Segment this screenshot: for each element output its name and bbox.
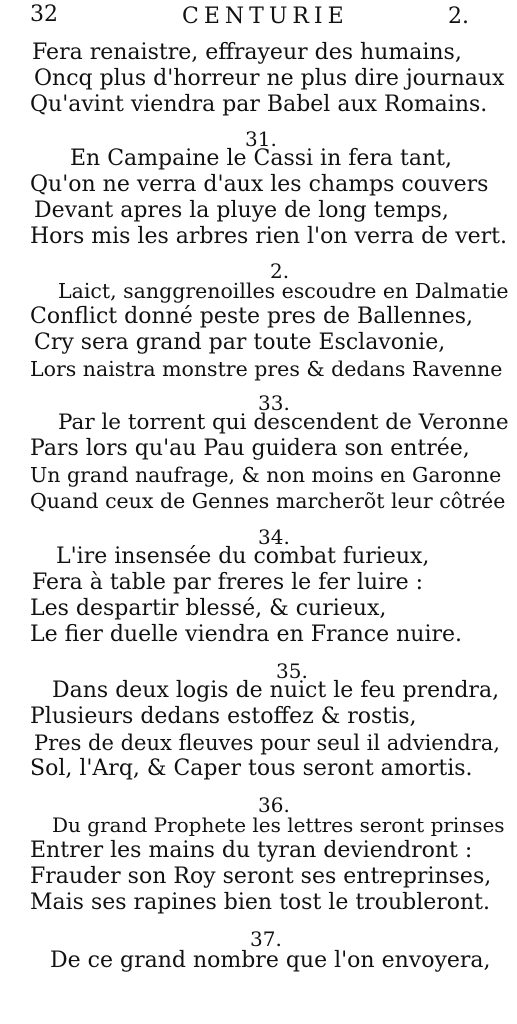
- verse-line: Cry sera grand par toute Esclavonie,: [34, 330, 446, 355]
- verse-line: Fera renaistre, effrayeur des humains,: [32, 40, 462, 65]
- verse-line: Hors mis les arbres rien l'on verra de vert.: [30, 224, 507, 249]
- verse-line: Un grand naufrage, & non moins en Garonne: [30, 463, 502, 487]
- quatrain-number: 2.: [270, 259, 290, 283]
- verse-line: Mais ses rapines bien tost le troubleront.: [30, 890, 491, 915]
- quatrain-number: 36.: [258, 793, 290, 817]
- verse-line: L'ire insensée du combat furieux,: [56, 544, 430, 569]
- verse-line: En Campaine le Cassi in fera tant,: [70, 146, 453, 171]
- verse-line: Conflict donné peste pres de Ballennes,: [30, 304, 474, 329]
- page-number: 32: [30, 2, 58, 27]
- verse-line: Devant apres la pluye de long temps,: [34, 198, 449, 223]
- verse-line: Frauder son Roy seront ses entreprinses,: [30, 864, 492, 889]
- quatrain-number: 35.: [276, 659, 308, 683]
- quatrain-number: 31.: [245, 127, 277, 151]
- running-title: CENTURIE: [182, 4, 349, 29]
- quatrain-number: 34.: [258, 525, 290, 549]
- verse-line: Oncq plus d'horreur ne plus dire journaux: [34, 66, 505, 91]
- verse-line: Sol, l'Arq, & Caper tous seront amortis.: [30, 756, 473, 781]
- verse-line: Les despartir blessé, & curieux,: [30, 596, 387, 621]
- verse-line: Du grand Prophete les lettres seront prinses: [52, 813, 505, 837]
- century-number: 2.: [448, 4, 469, 29]
- verse-line: Pres de deux fleuves pour seul il adviendra,: [34, 731, 500, 755]
- verse-line: Le fier duelle viendra en France nuire.: [30, 622, 463, 647]
- verse-line: Qu'on ne verra d'aux les champs couvers: [30, 172, 489, 197]
- verse-line: Qu'avint viendra par Babel aux Romains.: [30, 92, 488, 117]
- page-header: [0, 2, 517, 38]
- verse-line: Dans deux logis de nuict le feu prendra,: [52, 678, 500, 703]
- quatrain-number: 33.: [258, 391, 290, 415]
- verse-line: Quand ceux de Gennes marcherõt leur côtrée: [30, 489, 506, 513]
- verse-line: Laict, sanggrenoilles escoudre en Dalmatie: [58, 279, 509, 303]
- verse-line: Par le torrent qui descendent de Veronne: [58, 410, 509, 435]
- verse-line: Entrer les mains du tyran deviendront :: [30, 838, 473, 863]
- verse-line: Plusieurs dedans estoffez & rostis,: [30, 704, 417, 729]
- verse-line: Pars lors qu'au Pau guidera son entrée,: [30, 436, 470, 461]
- quatrain-number: 37.: [250, 927, 282, 951]
- verse-line: De ce grand nombre que l'on envoyera,: [50, 948, 491, 973]
- verse-line: Fera à table par freres le fer luire :: [32, 570, 424, 595]
- verse-line: Lors naistra monstre pres & dedans Ravenne: [30, 357, 503, 381]
